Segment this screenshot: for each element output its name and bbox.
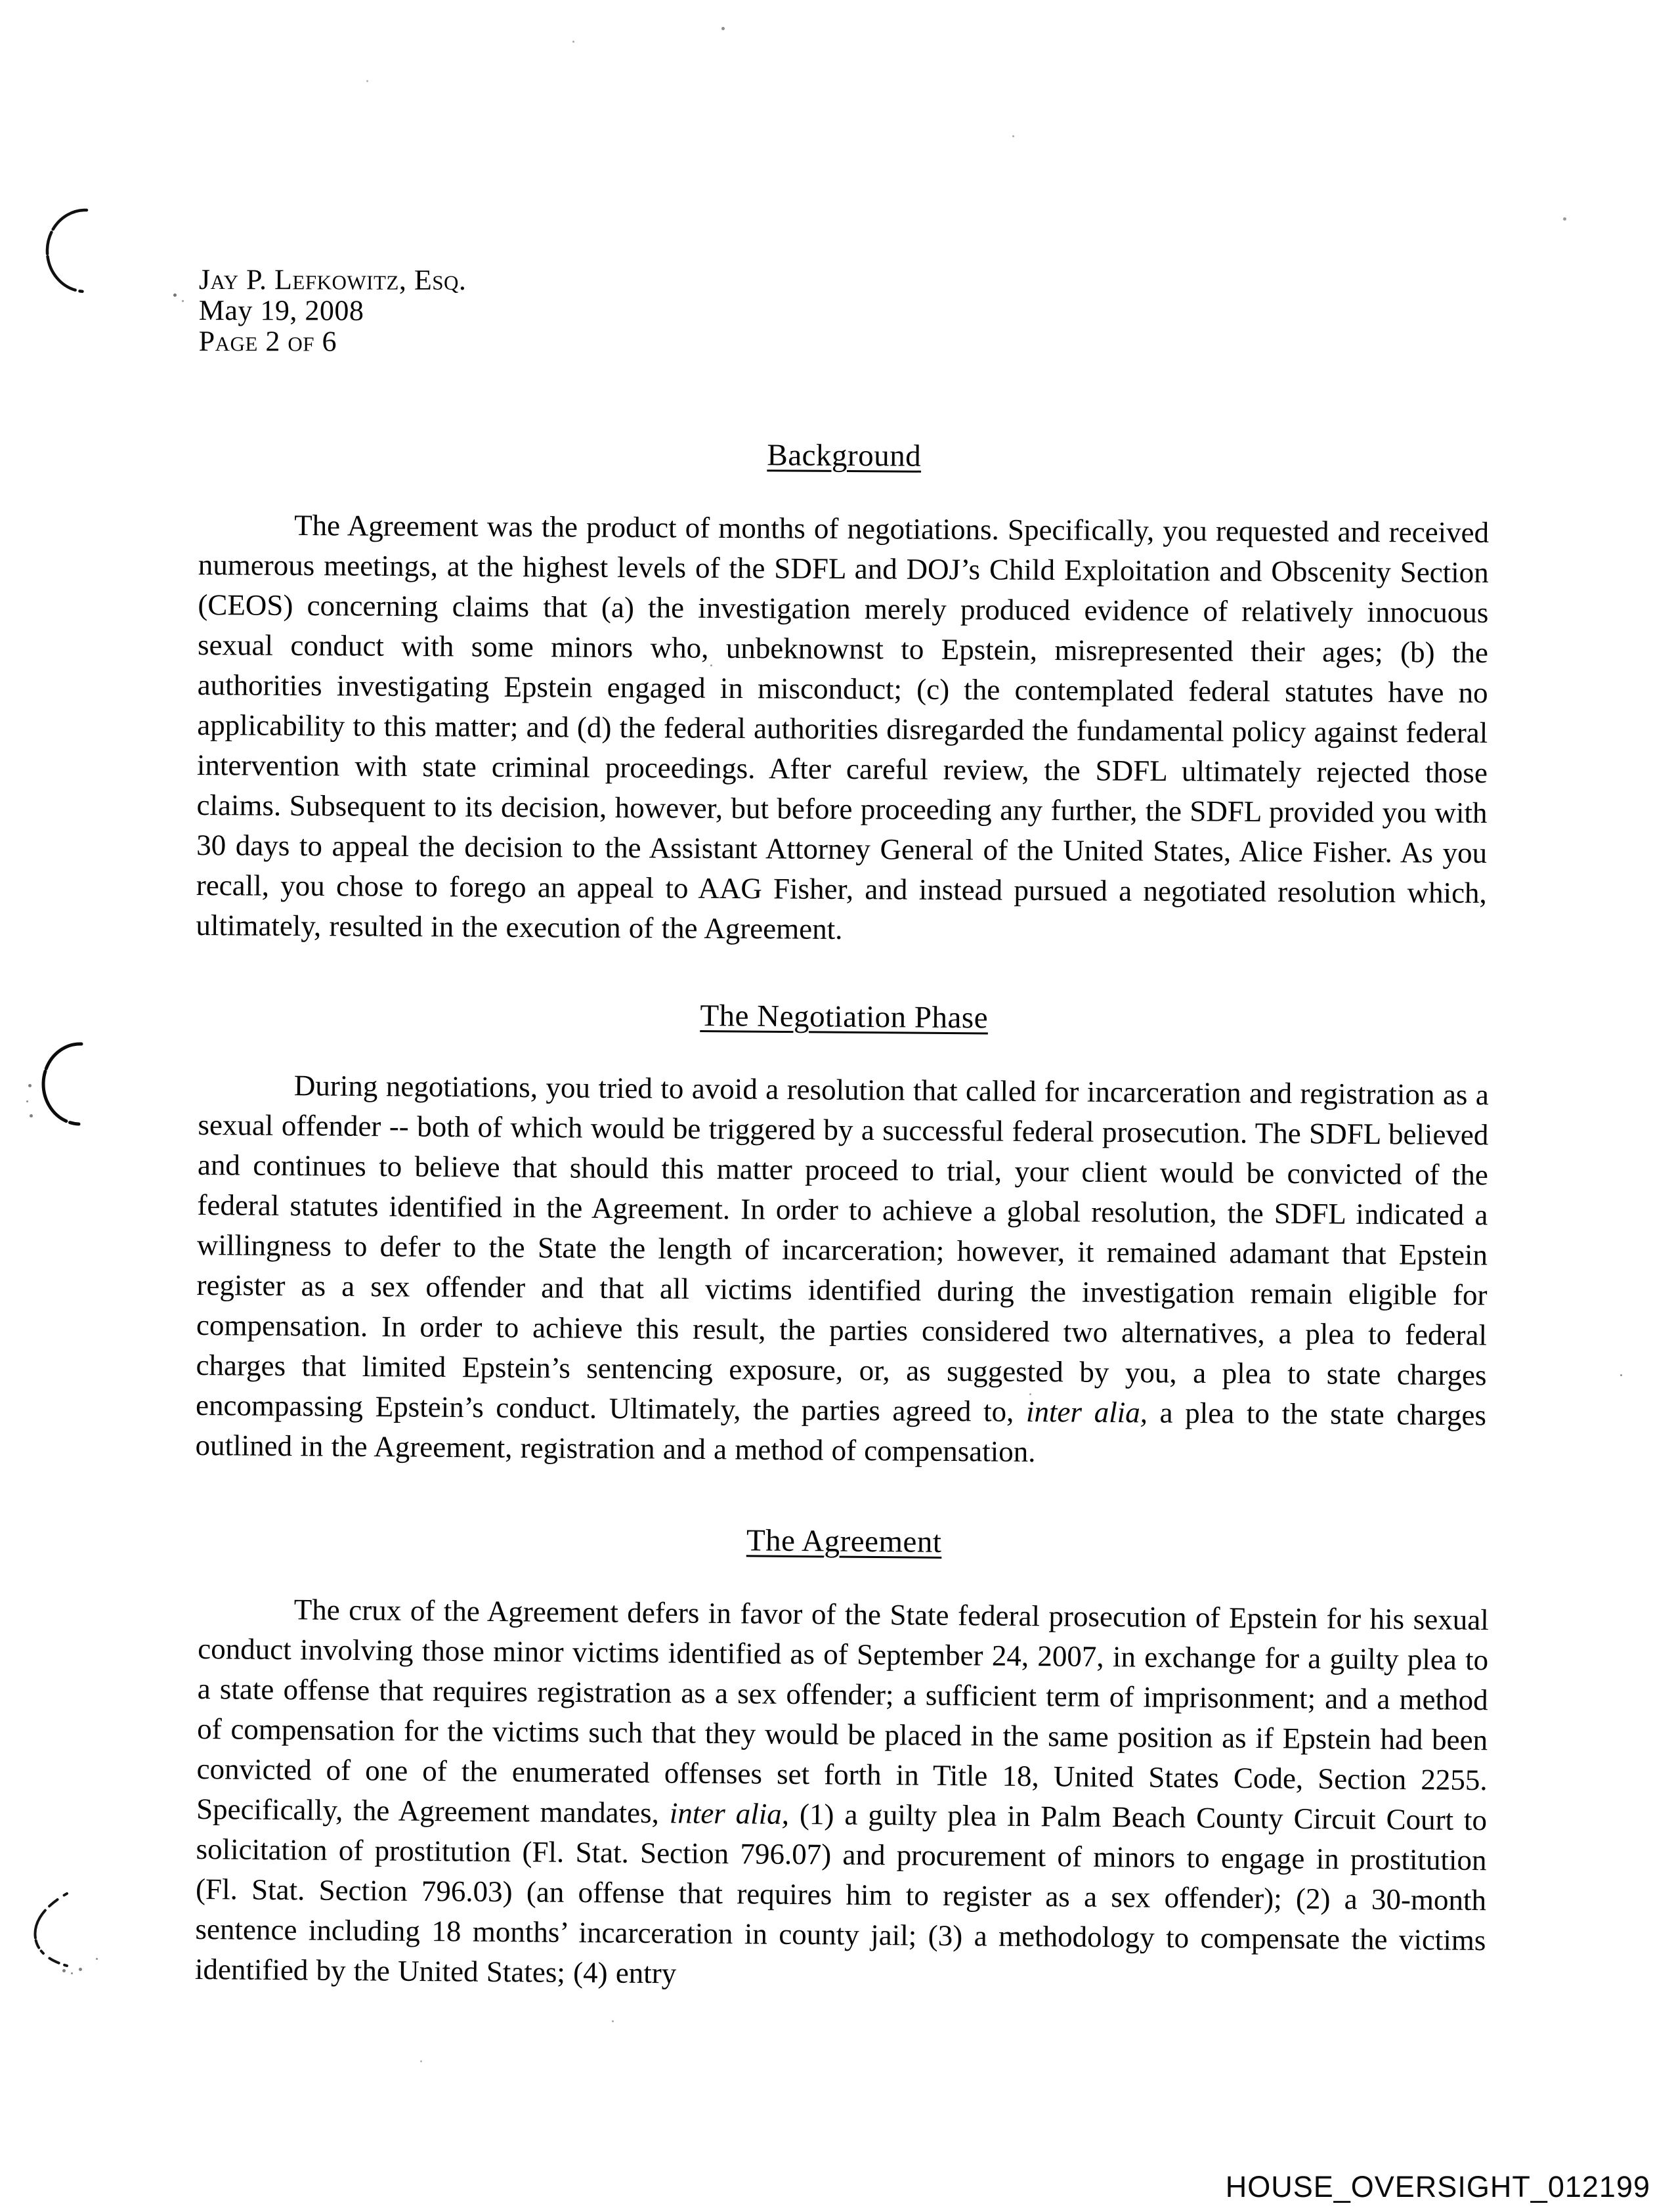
letter-content [194,263,1490,1990]
section-heading-negotiation-phase: The Negotiation Phase [700,998,989,1035]
section-background [196,434,1490,953]
header-page-number: Page 2 of 6 [198,324,337,358]
bates-stamp: HOUSE_OVERSIGHT_012199 [1225,2170,1650,2203]
paragraph-text: During negotiations, you tried to avoid a resolution that called for incarceration and registration as a sexual offender -- both of which would be triggered by a successful federal prosecution. The SDFL believed and continues to believe that should this matter proceed to trial, your client would be convicted of the federal statutes identified in the Agreement. In order to achieve a global resolution, the SDFL indicated a willingness to defer to the State the length of incarceration; however, it remained adamant that Epstein register as a sex offender and that all victims identified during the investigation remain eligible for compensation. In order to achieve this result, the parties considered two alternatives, a plea to federal charges that limited Epstein’s sentencing exposure, or, as suggested by you, a plea to state charges encompassing Epstein’s conduct. Ultimately, the parties agreed to, [195,1069,1490,1428]
paragraph-text: The crux of the Agreement defers in favor of the State federal prosecution of Epstein for his sexual conduct involving those minor victims identified as of September 24, 2007, in exchange for a guilty plea to a state offense that requires registration as a sex offender; a sufficient term of imprisonment; and a method of compensation for the victims such that they would be placed in the same position as if Epstein had been convicted of one of the enumerated offenses set forth in Title 18, United States Code, Section 2255. Specifically, the Agreement mandates, [196,1593,1489,1830]
binder-ring-mark-top [32,205,97,300]
header-recipient: Jay P. Lefkowitz, Esq. [198,263,467,297]
latin-phrase-inter-alia: inter alia, [1025,1395,1148,1429]
binder-ring-mark-bottom [26,1890,98,1975]
header-date: May 19, 2008 [198,293,364,327]
paragraph-the-agreement [195,1589,1489,2001]
section-heading-background: Background [767,438,922,473]
section-heading-the-agreement: The Agreement [746,1523,942,1559]
paragraph-text: (1) a guilty plea in Palm Beach County Circuit Court to solicitation of prostitution (Fl. Stat. Section 796.07) and procurement of minors to engage in prostitution (Fl. Stat. Section 796.03) (an offense that requires him to register as a sex offender); (2) a 30-month sentence including 18 months’ incarceration in county jail; (3) a methodology to compensate the victims identified by the United States; (4) entry [194,1797,1488,1990]
binder-ring-mark-middle [29,1040,95,1132]
paragraph-background [196,505,1489,953]
section-the-agreement [195,1518,1490,2001]
paragraph-text: a plea to the state charges outlined in the Agreement, registration and a method of compensation. [195,1396,1487,1469]
scan-noise [0,0,2,2]
paragraph-negotiation-phase [195,1065,1489,1475]
latin-phrase-inter-alia: inter alia, [669,1796,790,1831]
section-negotiation-phase [195,994,1490,1475]
paragraph-text: The Agreement was the product of months of negotiations. Specifically, you requested and received numerous meetings, at the highest levels of the SDFL and DOJ’s Child Exploitation and Obscenity Section (CEOS) concerning claims that (a) the investigation merely produced evidence of relatively innocuous sexual conduct with some minors who, unbeknownst to Epstein, misrepresented their ages; (b) the authorities investigating Epstein engaged in misconduct; (c) the contemplated federal statutes have no applicability to this matter; and (d) the federal authorities disregarded the fundamental policy against federal intervention with state criminal proceedings. After careful review, the SDFL ultimately rejected those claims. Subsequent to its decision, however, but before proceeding any further, the SDFL provided you with 30 days to appeal the decision to the Assistant Attorney General of the United States, Alice Fisher. As you recall, you chose to forego an appeal to AAG Fisher, and instead pursued a negotiated resolution which, ultimately, resulted in the execution of the Agreement. [196,508,1490,946]
letter-header [199,264,1490,360]
